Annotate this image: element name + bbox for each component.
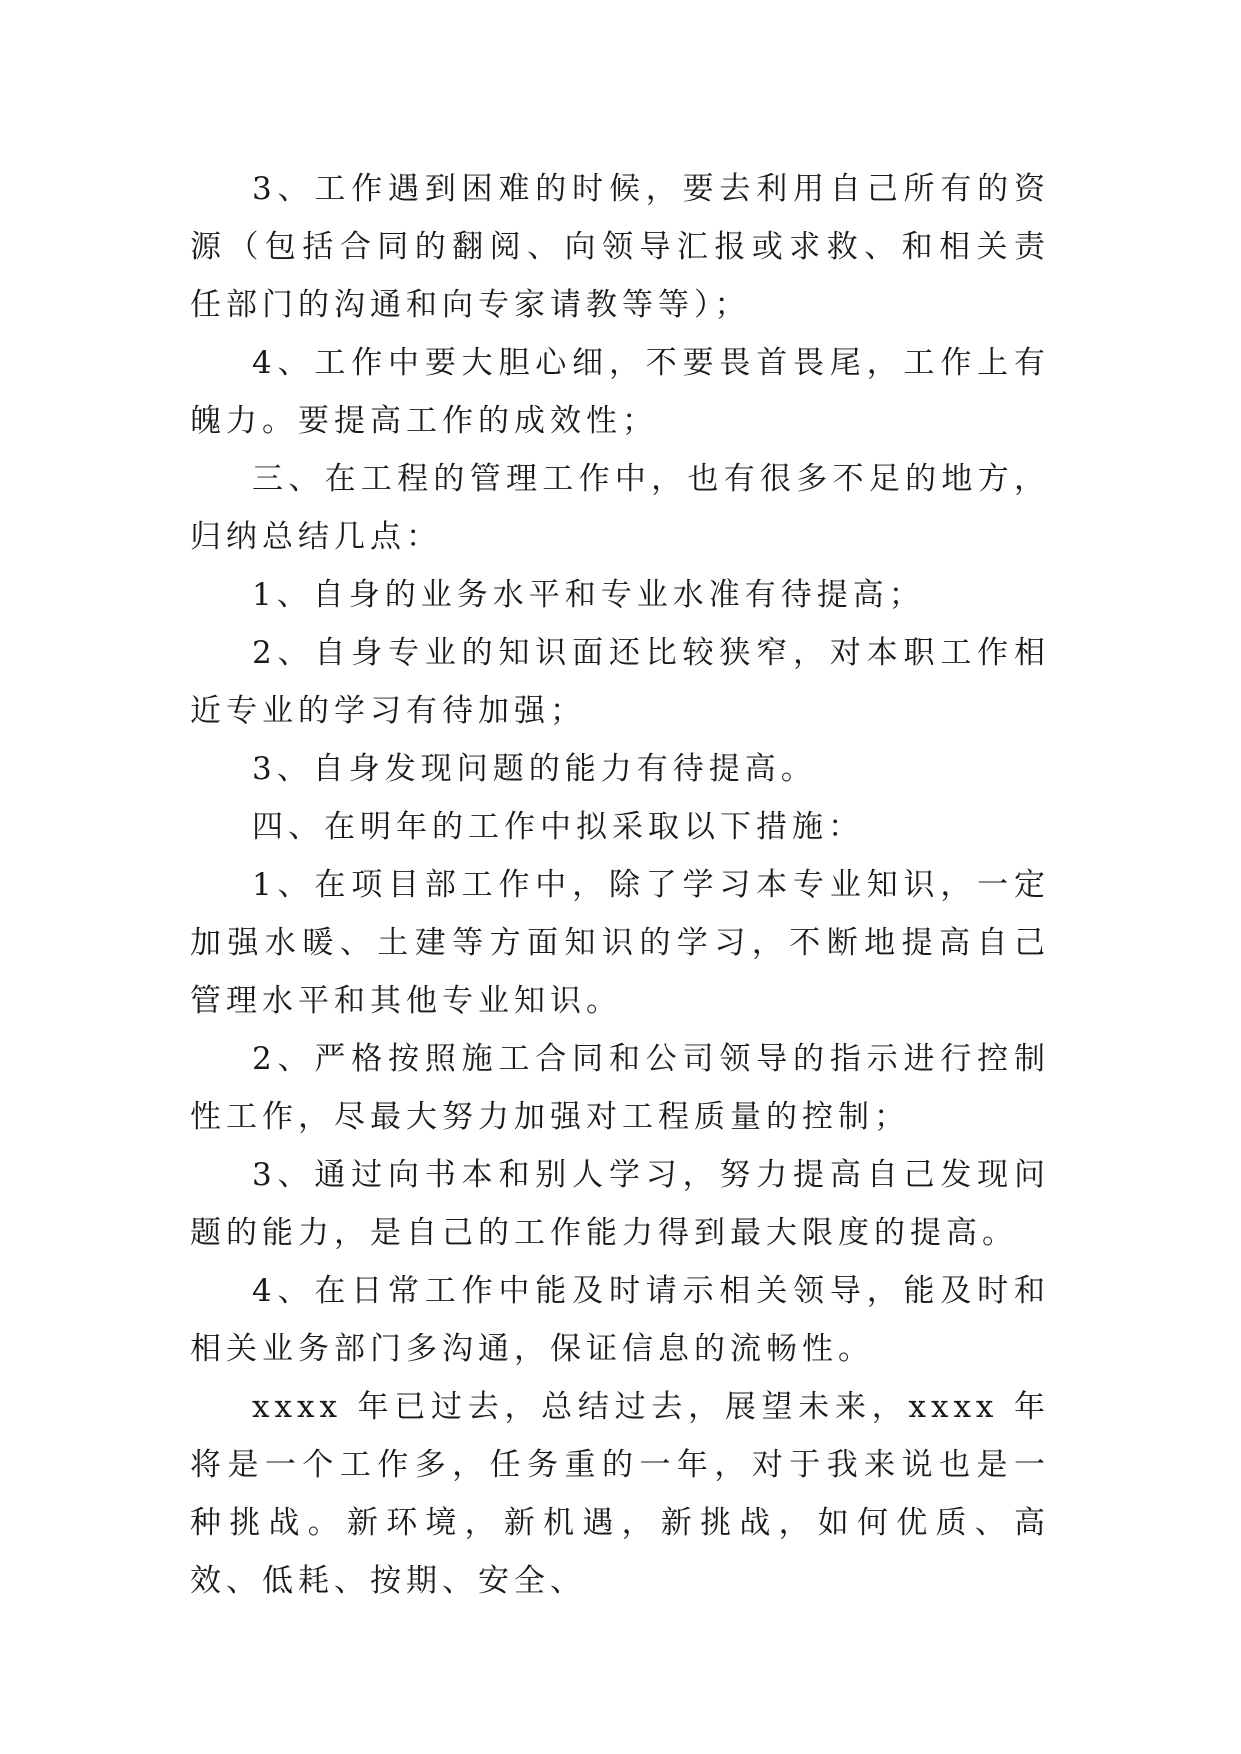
paragraph: 4、在日常工作中能及时请示相关领导，能及时和相关业务部门多沟通，保证信息的流畅性。 — [190, 1273, 1050, 1367]
paragraph: 3、工作遇到困难的时候，要去利用自己所有的资源（包括合同的翻阅、向领导汇报或求救、和相关责任部门的沟通和向专家请教等等）； — [190, 171, 1050, 323]
paragraph: 2、严格按照施工合同和公司领导的指示进行控制性工作，尽最大努力加强对工程质量的控制； — [190, 1041, 1050, 1135]
paragraph: 4、工作中要大胆心细，不要畏首畏尾，工作上有魄力。要提高工作的成效性； — [190, 345, 1050, 439]
document-body — [190, 160, 1050, 1610]
paragraph: 3、通过向书本和别人学习，努力提高自己发现问题的能力，是自己的工作能力得到最大限度的提高。 — [190, 1157, 1050, 1251]
paragraph: 3、自身发现问题的能力有待提高。 — [252, 751, 817, 787]
paragraph: xxxx 年已过去，总结过去，展望未来，xxxx 年将是一个工作多，任务重的一年，对于我来说也是一种挑战。新环境，新机遇，新挑战，如何优质、高效、低耗、按期、安全、 — [190, 1389, 1050, 1599]
section-heading: 三、在工程的管理工作中，也有很多不足的地方，归纳总结几点： — [190, 461, 1050, 555]
paragraph: 1、在项目部工作中，除了学习本专业知识，一定加强水暖、土建等方面知识的学习，不断地提高自己管理水平和其他专业知识。 — [190, 867, 1050, 1019]
section-heading: 四、在明年的工作中拟采取以下措施： — [252, 809, 864, 845]
paragraph: 2、自身专业的知识面还比较狭窄，对本职工作相近专业的学习有待加强； — [190, 635, 1050, 729]
paragraph: 1、自身的业务水平和专业水准有待提高； — [252, 577, 925, 613]
